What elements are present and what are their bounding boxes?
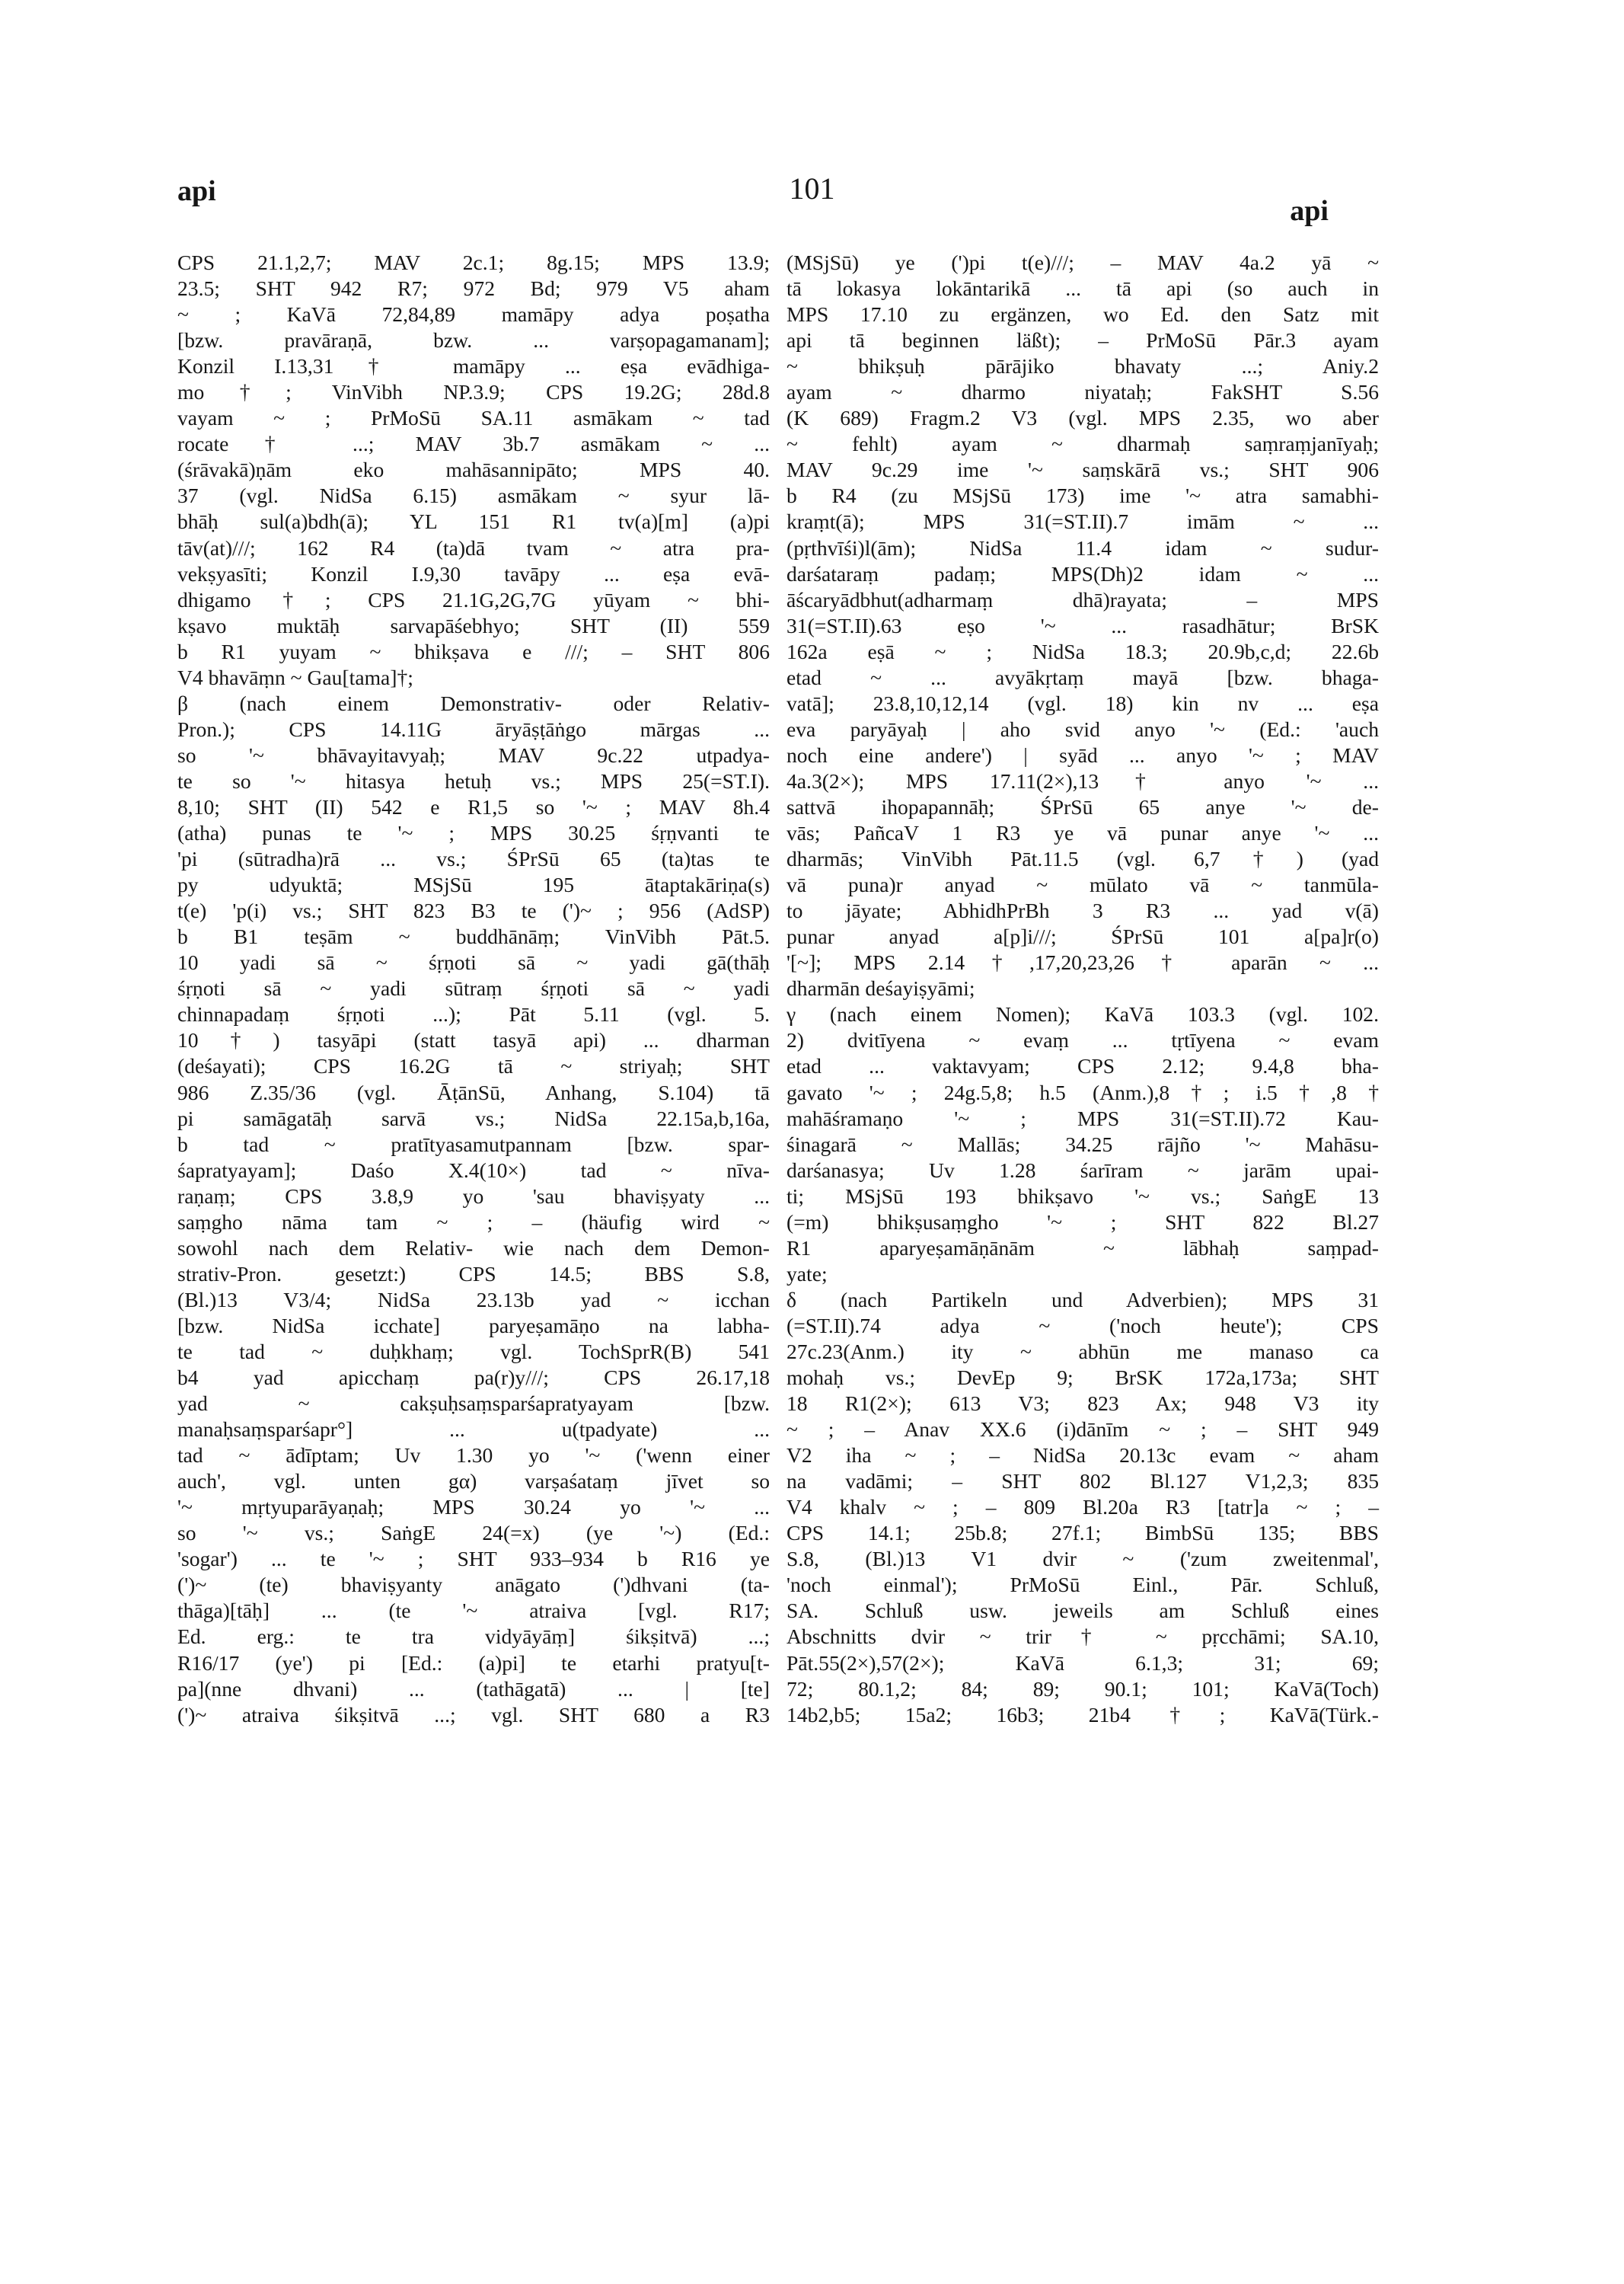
entry-line: 10†) tasyāpi (statt tasyā api) ... dharman — [177, 1028, 770, 1053]
entry-line: api tā beginnen läßt); – PrMoSū Pār.3 ayam — [786, 328, 1379, 353]
entry-line: 23.5; SHT 942 R7; 972 Bd; 979 V5 aham — [177, 276, 770, 301]
entry-line: darśanasya; Uv 1.28 śarīram ~ jarām upai- — [786, 1158, 1379, 1182]
entry-line: ayam ~ dharmo niyataḥ; FakSHT S.56 — [786, 380, 1379, 404]
entry-line: b B1 teṣām ~ buddhānāṃ; VinVibh Pāt.5. — [177, 925, 770, 949]
entry-line: śṛṇoti sā ~ yadi sūtraṃ śṛṇoti sā ~ yadi — [177, 976, 770, 1001]
entry-line: dharmān deśayiṣyāmi; — [786, 976, 975, 1001]
entry-line: so '~ vs.; SaṅgE 24(=x) (ye '~) (Ed.: — [177, 1521, 770, 1545]
entry-line: saṃgho nāma tam ~ ; – (häufig wird ~ — [177, 1209, 770, 1234]
entry-line: śapratyayam]; Daśo X.4(10×) tad ~ nīva- — [177, 1158, 770, 1182]
entry-line: '[~]; MPS 2.14†,17,20,23,26† aparān ~ ... — [786, 950, 1379, 975]
entry-line: mahāśramaṇo '~ ; MPS 31(=ST.II).72 Kau- — [786, 1106, 1379, 1130]
entry-line: (śrāvakā)ṇām eko mahāsannipāto; MPS 40. — [177, 458, 770, 482]
entry-line: ~ ; KaVā 72,84,89 mamāpy adya poṣatha — [177, 302, 770, 327]
entry-line: b tad ~ pratītyasamutpannam [bzw. spar- — [177, 1132, 770, 1156]
entry-line: gavato '~ ; 24g.5,8; h.5 (Anm.),8†; i.5†,8† — [786, 1080, 1379, 1104]
entry-line: MAV 9c.29 ime '~ saṃskārā vs.; SHT 906 — [786, 458, 1379, 482]
entry-line: te tad ~ duḥkhaṃ; vgl. TochSprR(B) 541 — [177, 1339, 770, 1363]
entry-line: (atha) punas te '~ ; MPS 30.25 śṛṇvanti te — [177, 821, 770, 845]
entry-line: kṣavo muktāḥ sarvapāśebhyo; SHT (II) 559 — [177, 613, 770, 637]
entry-line: sowohl nach dem Relativ- wie nach dem Demon- — [177, 1235, 770, 1260]
entry-line: (deśayati); CPS 16.2G tā ~ striyaḥ; SHT — [177, 1054, 770, 1078]
entry-line: 31(=ST.II).63 eṣo '~ ... rasadhātur; BrSK — [786, 613, 1379, 637]
page-number: 101 — [789, 171, 835, 206]
entry-line: vekṣyasīti; Konzil I.9,30 tavāpy ... eṣa evā- — [177, 561, 770, 586]
running-head-left: api — [177, 175, 216, 207]
entry-line: vā puna)r anyad ~ mūlato vā ~ tanmūla- — [786, 873, 1379, 897]
entry-line: to jāyate; AbhidhPrBh 3 R3 ... yad v(ā) — [786, 899, 1379, 923]
entry-line: 72; 80.1,2; 84; 89; 90.1; 101; KaVā(Toch) — [786, 1676, 1379, 1701]
entry-line: mo†; VinVibh NP.3.9; CPS 19.2G; 28d.8 — [177, 380, 770, 404]
entry-line: 4a.3(2×); MPS 17.11(2×),13† anyo '~ ... — [786, 768, 1379, 793]
entry-line: Abschnitts dvir ~ trir† ~ pṛcchāmi; SA.10, — [786, 1624, 1379, 1649]
entry-line: tāv(at)///; 162 R4 (ta)dā tvam ~ atra pra- — [177, 535, 770, 560]
entry-line: b4 yad apicchaṃ pa(r)y///; CPS 26.17,18 — [177, 1366, 770, 1390]
entry-line: manaḥsaṃsparśapr°] ... u(tpadyate) ... — [177, 1417, 770, 1442]
entry-line: raṇaṃ; CPS 3.8,9 yo 'sau bhaviṣyaty ... — [177, 1184, 770, 1208]
entry-line: R1 aparyeṣamāṇānām ~ lābhaḥ saṃpad- — [786, 1235, 1379, 1260]
entry-line: dhigamo†; CPS 21.1G,2G,7G yūyam ~ bhi- — [177, 587, 770, 612]
entry-line: vatā]; 23.8,10,12,14 (vgl. 18) kin nv ... eṣa — [786, 691, 1379, 715]
entry-line: dharmās; VinVibh Pāt.11.5 (vgl. 6,7†) (yad — [786, 847, 1379, 871]
entry-line: b R4 (zu MSjSū 173) ime '~ atra samabhi- — [786, 484, 1379, 508]
entry-line: py udyuktā; MSjSū 195 ātaptakāriṇa(s) — [177, 873, 770, 897]
entry-line: V4 bhavāṃn ~ Gau[tama]†; — [177, 665, 413, 689]
entry-line: Pāt.55(2×),57(2×); KaVā 6.1,3; 31; 69; — [786, 1650, 1379, 1675]
entry-line: CPS 14.1; 25b.8; 27f.1; BimbSū 135; BBS — [786, 1521, 1379, 1545]
entry-line: darśataraṃ padaṃ; MPS(Dh)2 idam ~ ... — [786, 561, 1379, 586]
entry-line: (Bl.)13 V3/4; NidSa 23.13b yad ~ icchan — [177, 1287, 770, 1311]
entry-line: 18 R1(2×); 613 V3; 823 Ax; 948 V3 ity — [786, 1391, 1379, 1416]
entry-line: rocate† ...; MAV 3b.7 asmākam ~ ... — [177, 432, 770, 456]
entry-line: t(e) 'p(i) vs.; SHT 823 B3 te (')~ ; 956 (AdSP) — [177, 899, 770, 923]
entry-line: (')~ atraiva śikṣitvā ...; vgl. SHT 680 a R3 — [177, 1702, 770, 1727]
entry-line: 37 (vgl. NidSa 6.15) asmākam ~ syur lā- — [177, 484, 770, 508]
entry-line: śinagarā ~ Mallās; 34.25 rājño '~ Mahāsu- — [786, 1132, 1379, 1156]
entry-line: pi samāgatāḥ sarvā vs.; NidSa 22.15a,b,16a, — [177, 1106, 770, 1130]
entry-line: R16/17 (ye') pi [Ed.: (a)pi] te etarhi pratyu[t- — [177, 1650, 770, 1675]
entry-line: V4 khalv ~ ; – 809 Bl.20a R3 [tatr]a ~ ; – — [786, 1495, 1379, 1519]
entry-line: punar anyad a[p]i///; ŚPrSū 101 a[pa]r(o) — [786, 925, 1379, 949]
entry-line: δ (nach Partikeln und Adverbien); MPS 31 — [786, 1287, 1379, 1311]
entry-line: ~ ; – Anav XX.6 (i)dānīm ~ ; – SHT 949 — [786, 1417, 1379, 1442]
entry-line: (K 689) Fragm.2 V3 (vgl. MPS 2.35, wo aber — [786, 406, 1379, 430]
entry-line: '~ mṛtyuparāyaṇaḥ; MPS 30.24 yo '~ ... — [177, 1495, 770, 1519]
entry-line: 14b2,b5; 15a2; 16b3; 21b4†; KaVā(Türk.- — [786, 1702, 1379, 1727]
entry-line: 'pi (sūtradha)rā ... vs.; ŚPrSū 65 (ta)tas te — [177, 847, 770, 871]
right-column — [786, 250, 1379, 1728]
running-head-right: api — [1290, 195, 1329, 227]
entry-line: S.8, (Bl.)13 V1 dvir ~ ('zum zweitenmal', — [786, 1547, 1379, 1571]
entry-line: 27c.23(Anm.) ity ~ abhūn me manaso ca — [786, 1339, 1379, 1363]
entry-line: tā lokasya lokāntarikā ... tā api (so auch in — [786, 276, 1379, 301]
entry-line: (pṛthvīśi)l(ām); NidSa 11.4 idam ~ sudur- — [786, 535, 1379, 560]
entry-line: CPS 21.1,2,7; MAV 2c.1; 8g.15; MPS 13.9; — [177, 251, 770, 274]
entry-line: Konzil I.13,31† mamāpy ... eṣa evādhiga- — [177, 354, 770, 379]
entry-line: γ (nach einem Nomen); KaVā 103.3 (vgl. 102. — [786, 1002, 1379, 1027]
entry-line: (MSjSū) ye (')pi t(e)///; – MAV 4a.2 yā ~ — [786, 251, 1379, 274]
entry-line: [bzw. NidSa icchate] paryeṣamāṇo na labha- — [177, 1313, 770, 1337]
entry-line: tad ~ ādīptam; Uv 1.30 yo '~ ('wenn einer — [177, 1443, 770, 1468]
left-column — [177, 250, 770, 1728]
entry-line: thāga)[tāḥ] ... (te '~ atraiva [vgl. R17; — [177, 1599, 770, 1623]
entry-line: β (nach einem Demonstrativ- oder Relativ- — [177, 691, 770, 715]
entry-line: V2 iha ~ ; – NidSa 20.13c evam ~ aham — [786, 1443, 1379, 1468]
entry-line: sattvā ihopapannāḥ; ŚPrSū 65 anye '~ de- — [786, 794, 1379, 819]
entry-line: ti; MSjSū 193 bhikṣavo '~ vs.; SaṅgE 13 — [786, 1184, 1379, 1208]
entry-line: āścaryādbhut(adharmaṃ dhā)rayata; – MPS — [786, 587, 1379, 612]
entry-line: SA. Schluß usw. jeweils am Schluß eines — [786, 1599, 1379, 1623]
entry-line: yad ~ cakṣuḥsaṃsparśapratyayam [bzw. — [177, 1391, 770, 1416]
entry-line: Pron.); CPS 14.11G āryāṣṭāṅgo mārgas ... — [177, 717, 770, 741]
entry-line: so '~ bhāvayitavyaḥ; MAV 9c.22 utpadya- — [177, 743, 770, 767]
entry-line: mohaḥ vs.; DevEp 9; BrSK 172a,173a; SHT — [786, 1366, 1379, 1390]
entry-line: noch eine andere') | syād ... anyo '~ ; MAV — [786, 743, 1379, 767]
entry-line: 2) dvitīyena ~ evaṃ ... tṛtīyena ~ evam — [786, 1028, 1379, 1053]
entry-line: 162a eṣā ~ ; NidSa 18.3; 20.9b,c,d; 22.6b — [786, 639, 1379, 663]
entry-line: 'sogar') ... te '~ ; SHT 933–934 b R16 ye — [177, 1547, 770, 1571]
entry-line: MPS 17.10 zu ergänzen, wo Ed. den Satz mit — [786, 302, 1379, 327]
entry-line: bhāḥ sul(a)bdh(ā); YL 151 R1 tv(a)[m] (a)pi — [177, 510, 770, 534]
entry-line: pa](nne dhvani) ... (tathāgatā) ... | [te] — [177, 1676, 770, 1701]
entry-line: etad ~ ... avyākṛtaṃ mayā [bzw. bhaga- — [786, 665, 1379, 689]
entry-line: na vadāmi; – SHT 802 Bl.127 V1,2,3; 835 — [786, 1469, 1379, 1493]
entry-line: (=ST.II).74 adya ~ ('noch heute'); CPS — [786, 1313, 1379, 1337]
entry-line: (')~ (te) bhaviṣyanty anāgato (')dhvani (ta- — [177, 1573, 770, 1597]
entry-line: [bzw. pravāraṇā, bzw. ... varṣopagamanam]; — [177, 328, 770, 353]
entry-line: te so '~ hitasya hetuḥ vs.; MPS 25(=ST.I). — [177, 768, 770, 793]
entry-line: 10 yadi sā ~ śṛṇoti sā ~ yadi gā(thāḥ — [177, 950, 770, 975]
entry-line: b R1 yuyam ~ bhikṣava e ///; – SHT 806 — [177, 639, 770, 663]
entry-line: strativ-Pron. gesetzt:) CPS 14.5; BBS S.8, — [177, 1261, 770, 1286]
entry-line: yate; — [786, 1261, 828, 1286]
entry-line: 986 Z.35/36 (vgl. ĀṭānSū, Anhang, S.104) tā — [177, 1080, 770, 1104]
entry-line: chinnapadaṃ śṛṇoti ...); Pāt 5.11 (vgl. 5. — [177, 1002, 770, 1027]
entry-line: vayam ~ ; PrMoSū SA.11 asmākam ~ tad — [177, 406, 770, 430]
entry-line: ~ bhikṣuḥ pārājiko bhavaty ...; Aniy.2 — [786, 354, 1379, 379]
entry-line: ~ fehlt) ayam ~ dharmaḥ saṃraṃjanīyaḥ; — [786, 432, 1379, 456]
entry-line: 8,10; SHT (II) 542 e R1,5 so '~ ; MAV 8h.4 — [177, 794, 770, 819]
entry-line: vās; PañcaV 1 R3 ye vā punar anye '~ ... — [786, 821, 1379, 845]
entry-line: kraṃt(ā); MPS 31(=ST.II).7 imām ~ ... — [786, 510, 1379, 534]
entry-line: 'noch einmal'); PrMoSū Einl., Pār. Schluß, — [786, 1573, 1379, 1597]
entry-line: etad ... vaktavyam; CPS 2.12; 9.4,8 bha- — [786, 1054, 1379, 1078]
entry-line: auch', vgl. unten gα) varṣaśataṃ jīvet so — [177, 1469, 770, 1493]
entry-line: Ed. erg.: te tra vidyāyāṃ] śikṣitvā) ...; — [177, 1624, 770, 1649]
entry-line: (=m) bhikṣusaṃgho '~ ; SHT 822 Bl.27 — [786, 1209, 1379, 1234]
entry-line: eva paryāyaḥ | aho svid anyo '~ (Ed.: 'auch — [786, 717, 1379, 741]
